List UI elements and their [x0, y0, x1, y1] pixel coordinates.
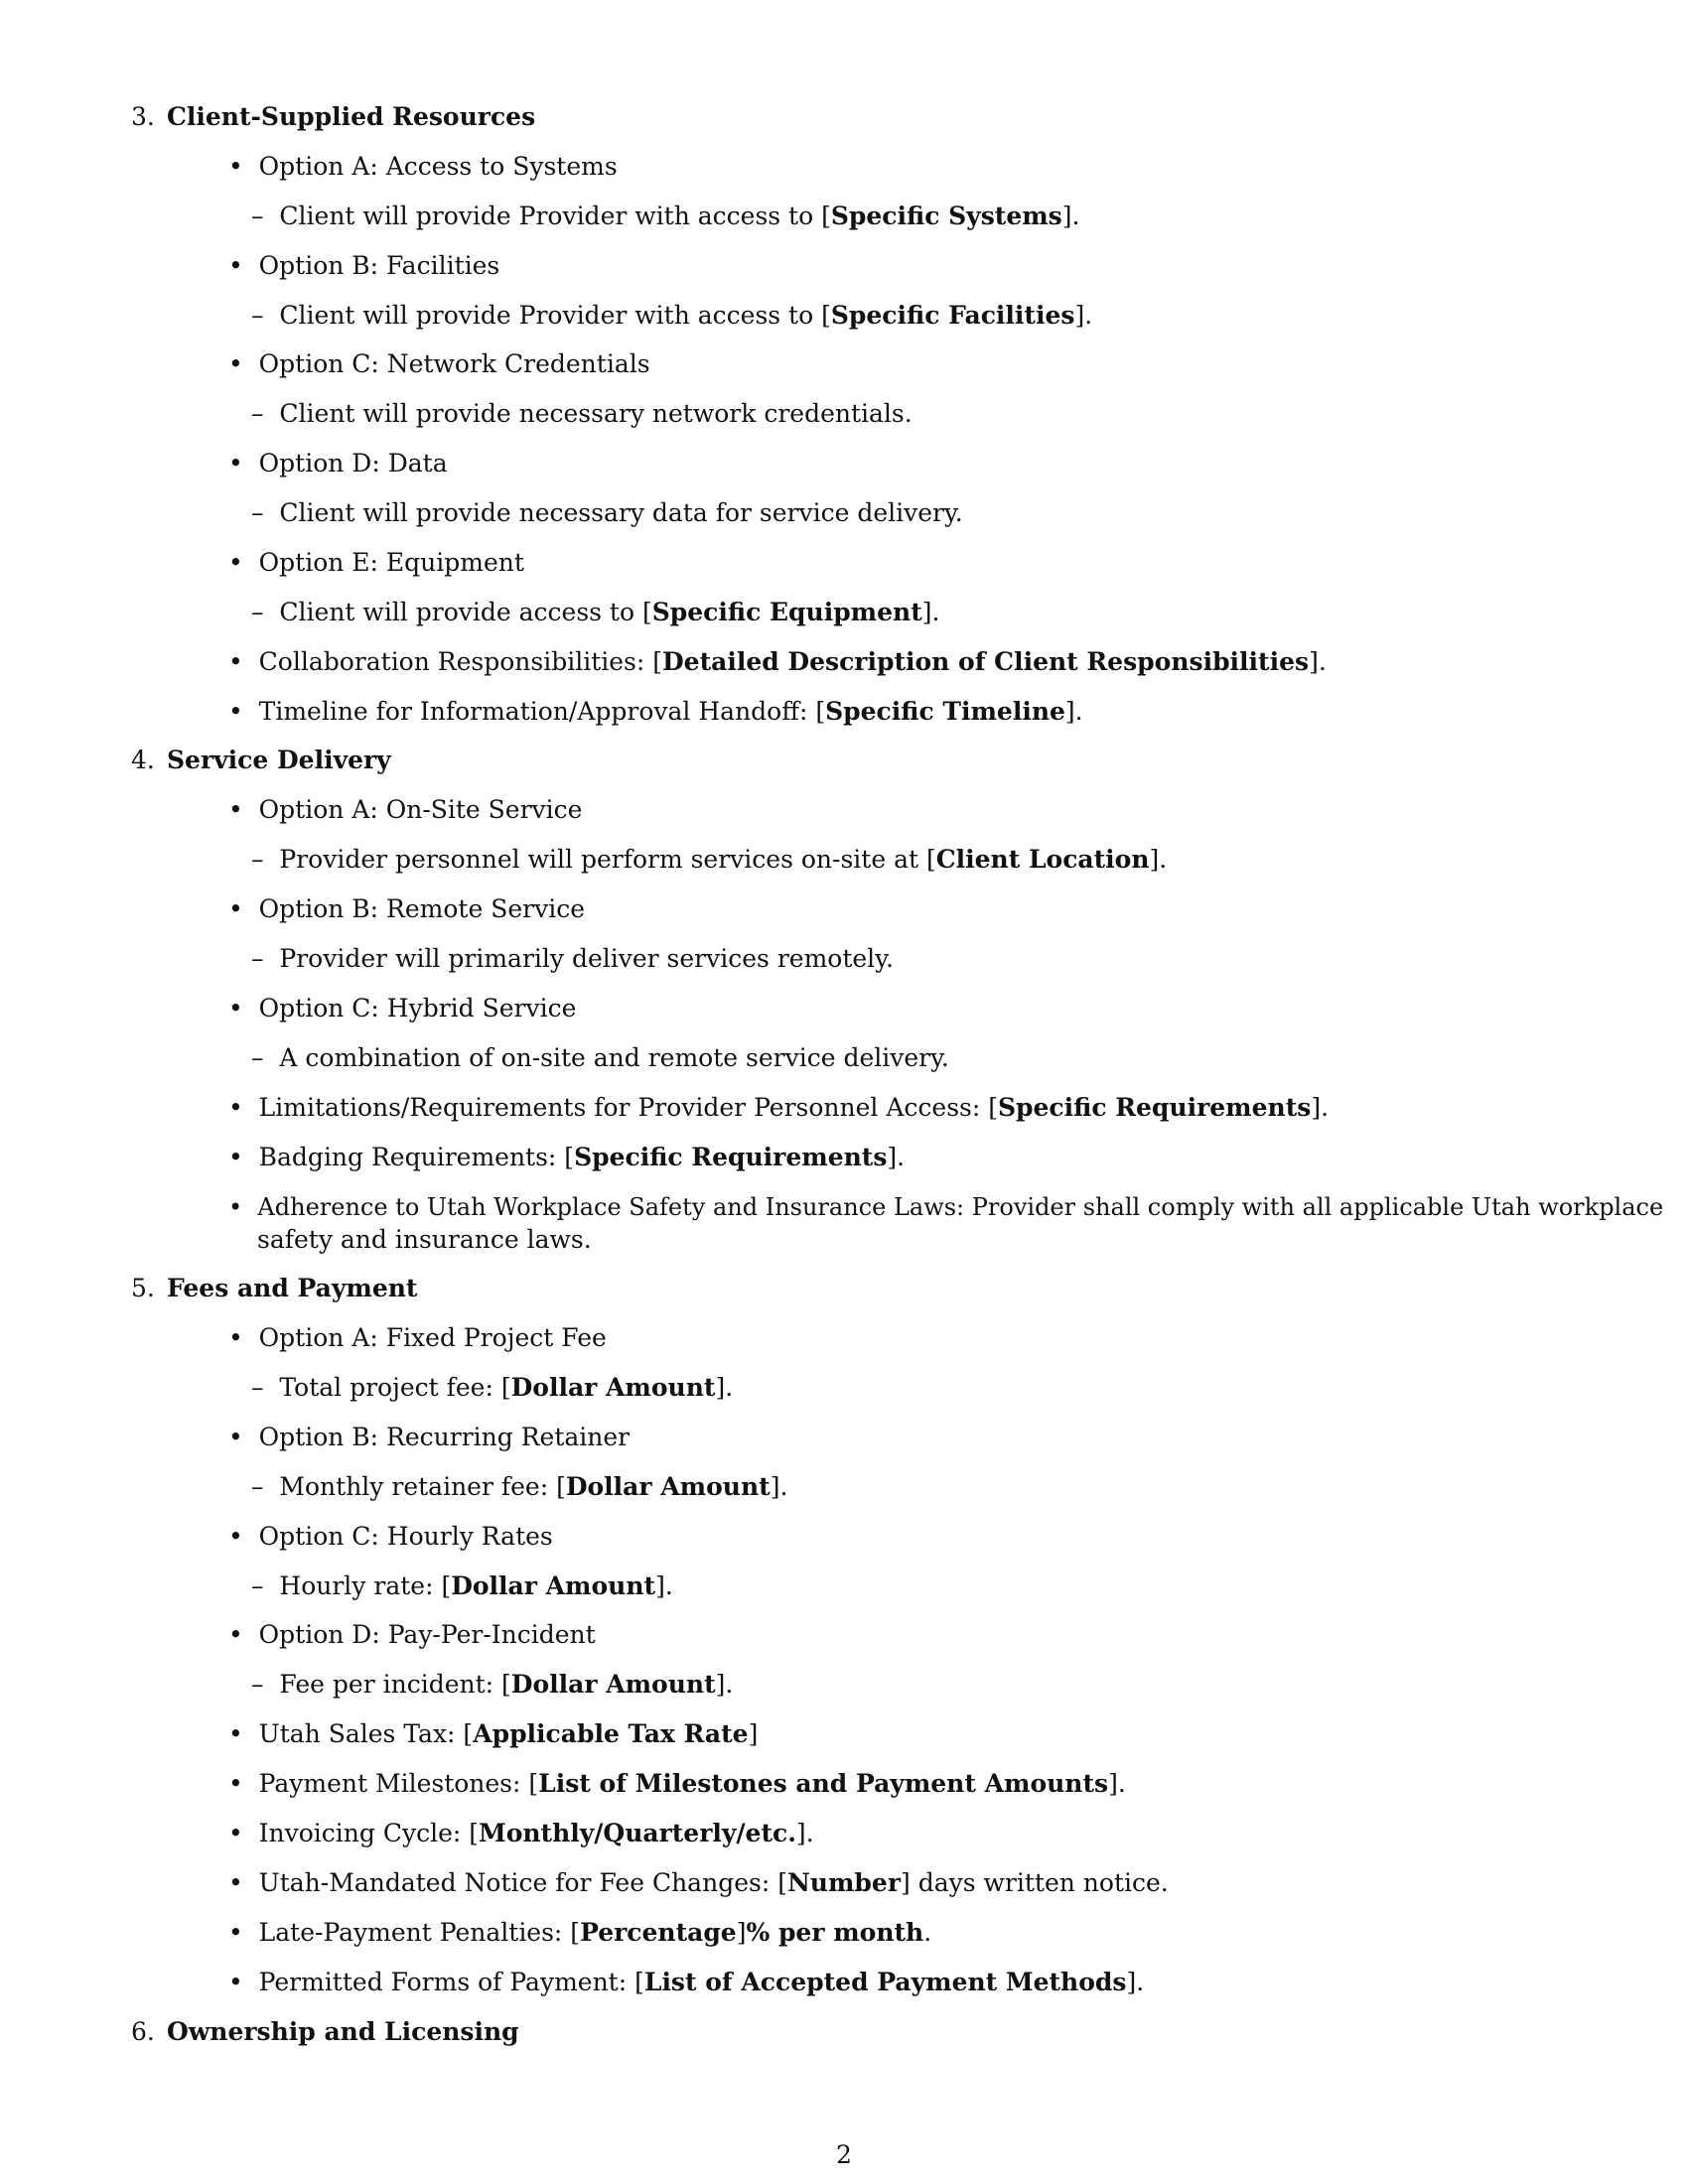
bullet-icon: • — [228, 1620, 243, 1649]
bullet-icon: • — [228, 697, 243, 726]
bullet-icon: • — [228, 1423, 243, 1451]
list-item: • Option C: Hybrid Service — [228, 994, 577, 1023]
bullet-icon: • — [228, 251, 243, 280]
list-item: • Late-Payment Penalties: [Percentage]% per month. — [228, 1918, 932, 1947]
sub-item: – Hourly rate: [Dollar Amount]. — [251, 1571, 673, 1600]
bullet-icon: • — [228, 894, 243, 923]
dash-icon: – — [251, 1043, 264, 1072]
dash-icon: – — [251, 399, 264, 428]
bullet-icon: • — [228, 1143, 243, 1171]
sub-item: – Client will provide necessary network credentials. — [251, 399, 913, 428]
list-item: • Adherence to Utah Workplace Safety and Insurance Laws: Provider shall comply with all applicable Utah workplace — [228, 1193, 1664, 1221]
page-number: 2 — [836, 2140, 852, 2169]
section-title: Fees and Payment — [167, 1274, 418, 1302]
list-item: • Option A: On-Site Service — [228, 795, 583, 824]
section-title: Ownership and Licensing — [167, 2017, 519, 2046]
sub-item: – Provider will primarily deliver services remotely. — [251, 944, 894, 973]
dash-icon: – — [251, 845, 264, 874]
bullet-icon: • — [228, 1868, 243, 1897]
list-item: • Option D: Data — [228, 449, 448, 478]
dash-icon: – — [251, 1571, 264, 1600]
sub-item: – Client will provide Provider with access to [Specific Systems]. — [251, 202, 1080, 230]
dash-icon: – — [251, 598, 264, 626]
list-item: • Option C: Network Credentials — [228, 349, 650, 378]
sub-item: – Client will provide Provider with access to [Specific Facilities]. — [251, 301, 1093, 330]
bullet-icon: • — [228, 1968, 243, 1996]
bullet-icon: • — [228, 1522, 243, 1551]
section-heading — [131, 2015, 519, 2049]
dash-icon: – — [251, 944, 264, 973]
bullet-icon: • — [228, 1193, 243, 1221]
list-item: • Limitations/Requirements for Provider Personnel Access: [Specific Requirements]. — [228, 1093, 1330, 1122]
list-item: • Option D: Pay-Per-Incident — [228, 1620, 596, 1649]
section-number: 4. — [131, 746, 155, 774]
sub-item: – Total project fee: [Dollar Amount]. — [251, 1373, 734, 1402]
list-item: • Permitted Forms of Payment: [List of Accepted Payment Methods]. — [228, 1968, 1145, 1996]
section-title: Service Delivery — [167, 746, 391, 774]
dash-icon: – — [251, 301, 264, 330]
list-item: • Payment Milestones: [List of Milestones and Payment Amounts]. — [228, 1769, 1126, 1798]
bullet-icon: • — [228, 449, 243, 478]
section-heading — [131, 1272, 417, 1305]
list-item: • Option B: Recurring Retainer — [228, 1423, 631, 1451]
list-item: • Option C: Hourly Rates — [228, 1522, 553, 1551]
section-heading — [131, 100, 535, 134]
bullet-icon: • — [228, 1769, 243, 1798]
list-item: • Option A: Fixed Project Fee — [228, 1323, 607, 1352]
sub-item: – Monthly retainer fee: [Dollar Amount]. — [251, 1472, 788, 1501]
section-heading — [131, 744, 391, 777]
dash-icon: – — [251, 1472, 264, 1501]
dash-icon: – — [251, 1373, 264, 1402]
bullet-icon: • — [228, 795, 243, 824]
dash-icon: – — [251, 202, 264, 230]
bullet-icon: • — [228, 349, 243, 378]
bullet-icon: • — [228, 1918, 243, 1947]
list-item: • Badging Requirements: [Specific Requirements]. — [228, 1143, 906, 1171]
bullet-icon: • — [228, 1719, 243, 1748]
bullet-icon: • — [228, 1323, 243, 1352]
list-item: • Option B: Facilities — [228, 251, 500, 280]
section-title: Client-Supplied Resources — [167, 102, 536, 131]
list-item: • Invoicing Cycle: [Monthly/Quarterly/etc.]. — [228, 1819, 814, 1847]
bullet-icon: • — [228, 152, 243, 181]
list-item: • Utah-Mandated Notice for Fee Changes: [Number] days written notice. — [228, 1868, 1169, 1897]
dash-icon: – — [251, 498, 264, 527]
section-number: 6. — [131, 2017, 155, 2046]
sub-item: – Client will provide necessary data for service delivery. — [251, 498, 963, 527]
bullet-icon: • — [228, 548, 243, 577]
bullet-icon: • — [228, 1093, 243, 1122]
list-item: • Option A: Access to Systems — [228, 152, 618, 181]
list-item: • Utah Sales Tax: [Applicable Tax Rate] — [228, 1719, 759, 1748]
bullet-icon: • — [228, 1819, 243, 1847]
list-item: • Option B: Remote Service — [228, 894, 585, 923]
bullet-icon: • — [228, 647, 243, 676]
dash-icon: – — [251, 1670, 264, 1699]
sub-item: – Provider personnel will perform services on-site at [Client Location]. — [251, 845, 1168, 874]
sub-item: – Client will provide access to [Specific Equipment]. — [251, 598, 940, 626]
section-number: 3. — [131, 102, 155, 131]
section-number: 5. — [131, 1274, 155, 1302]
list-item-continuation: safety and insurance laws. — [257, 1225, 592, 1254]
sub-item: – A combination of on-site and remote service delivery. — [251, 1043, 949, 1072]
sub-item: – Fee per incident: [Dollar Amount]. — [251, 1670, 734, 1699]
list-item: • Timeline for Information/Approval Handoff: [Specific Timeline]. — [228, 697, 1083, 726]
bullet-icon: • — [228, 994, 243, 1023]
list-item: • Collaboration Responsibilities: [Detailed Description of Client Responsibilities]. — [228, 647, 1327, 676]
list-item: • Option E: Equipment — [228, 548, 524, 577]
